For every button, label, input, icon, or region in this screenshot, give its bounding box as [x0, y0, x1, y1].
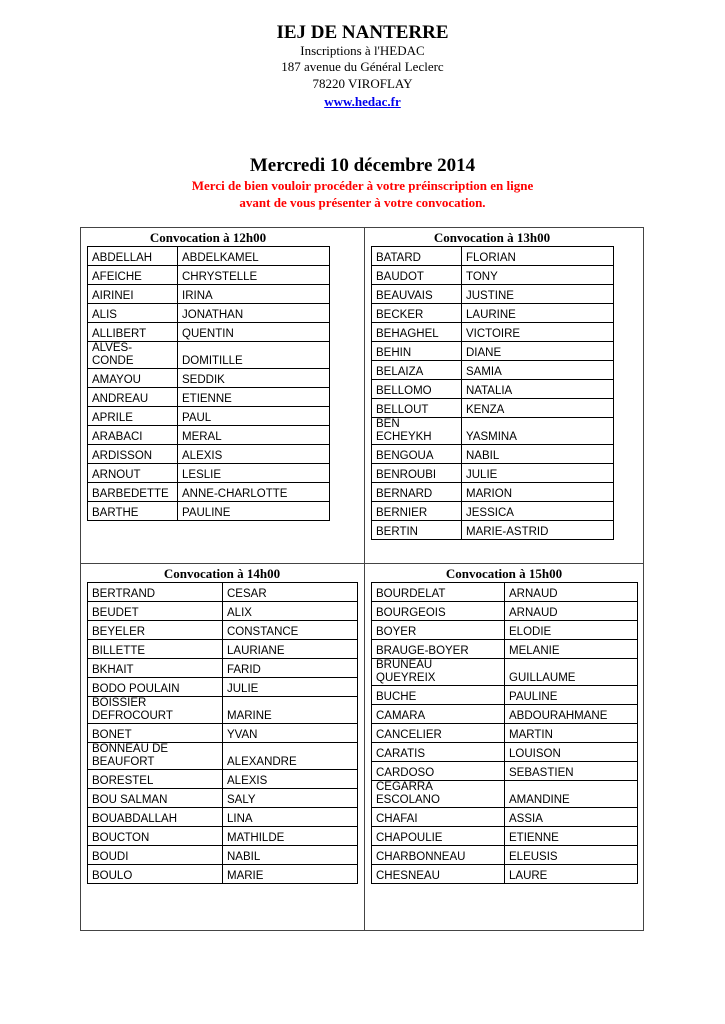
- first-name-cell: ASSIA: [505, 808, 638, 827]
- last-name-cell: AFEICHE: [88, 266, 178, 285]
- last-name-cell: BEYELER: [88, 621, 223, 640]
- first-name-cell: DIANE: [462, 342, 614, 361]
- last-name-cell: CHESNEAU: [372, 865, 505, 884]
- last-name-cell: BERTRAND: [88, 583, 223, 602]
- last-name-cell: ALLIBERT: [88, 323, 178, 342]
- last-name-cell: BORESTEL: [88, 770, 223, 789]
- last-name-cell: BOISSIER DEFROCOURT: [88, 697, 223, 724]
- table-row: [88, 342, 330, 369]
- table-row: [372, 865, 638, 884]
- table-row: [372, 247, 614, 266]
- first-name-cell: TONY: [462, 266, 614, 285]
- table-row: [88, 846, 358, 865]
- table-row: [372, 686, 638, 705]
- first-name-cell: YVAN: [223, 724, 358, 743]
- first-name-cell: AMANDINE: [505, 781, 638, 808]
- last-name-cell: BUCHE: [372, 686, 505, 705]
- first-name-cell: JULIE: [462, 464, 614, 483]
- table-row: [372, 808, 638, 827]
- first-name-cell: MATHILDE: [223, 827, 358, 846]
- last-name-cell: BATARD: [372, 247, 462, 266]
- last-name-cell: BERTIN: [372, 521, 462, 540]
- names-table: [87, 582, 358, 884]
- table-row: [88, 678, 358, 697]
- table-row: [372, 502, 614, 521]
- first-name-cell: JULIE: [223, 678, 358, 697]
- last-name-cell: BOURDELAT: [372, 583, 505, 602]
- last-name-cell: CHAFAI: [372, 808, 505, 827]
- last-name-cell: BERNARD: [372, 483, 462, 502]
- last-name-cell: BOYER: [372, 621, 505, 640]
- table-row: [88, 285, 330, 304]
- first-name-cell: ABDOURAHMANE: [505, 705, 638, 724]
- last-name-cell: BARTHE: [88, 502, 178, 521]
- table-row: [88, 266, 330, 285]
- last-name-cell: BELLOUT: [372, 399, 462, 418]
- first-name-cell: LAURIANE: [223, 640, 358, 659]
- table-row: [372, 445, 614, 464]
- address-line-3: 78220 VIROFLAY: [312, 76, 413, 91]
- table-row: [372, 399, 614, 418]
- first-name-cell: ALEXANDRE: [223, 743, 358, 770]
- table-row: [372, 743, 638, 762]
- table-row: [372, 602, 638, 621]
- table-row: [88, 724, 358, 743]
- table-row: [88, 602, 358, 621]
- first-name-cell: KENZA: [462, 399, 614, 418]
- table-row: [88, 827, 358, 846]
- section-title: Convocation à 14h00: [163, 566, 281, 581]
- first-name-cell: LAURINE: [462, 304, 614, 323]
- first-name-cell: JONATHAN: [178, 304, 330, 323]
- last-name-cell: AIRINEI: [88, 285, 178, 304]
- first-name-cell: ELEUSIS: [505, 846, 638, 865]
- first-name-cell: CESAR: [223, 583, 358, 602]
- address-line-2: 187 avenue du Général Leclerc: [281, 59, 444, 74]
- first-name-cell: PAUL: [178, 407, 330, 426]
- table-row: [372, 827, 638, 846]
- last-name-cell: BOU SALMAN: [88, 789, 223, 808]
- first-name-cell: FARID: [223, 659, 358, 678]
- section-title: Convocation à 15h00: [445, 566, 563, 581]
- last-name-cell: BELAIZA: [372, 361, 462, 380]
- table-row: [88, 697, 358, 724]
- grid-divider-horizontal: [81, 563, 643, 564]
- table-row: [88, 770, 358, 789]
- first-name-cell: JESSICA: [462, 502, 614, 521]
- last-name-cell: ALVES- CONDE: [88, 342, 178, 369]
- first-name-cell: ANNE-CHARLOTTE: [178, 483, 330, 502]
- first-name-cell: SEDDIK: [178, 369, 330, 388]
- last-name-cell: BOUABDALLAH: [88, 808, 223, 827]
- last-name-cell: BARBEDETTE: [88, 483, 178, 502]
- first-name-cell: MARTIN: [505, 724, 638, 743]
- first-name-cell: NABIL: [223, 846, 358, 865]
- session-date: Mercredi 10 décembre 2014: [249, 155, 476, 176]
- last-name-cell: BONNEAU DE BEAUFORT: [88, 743, 223, 770]
- first-name-cell: SEBASTIEN: [505, 762, 638, 781]
- table-row: [88, 865, 358, 884]
- first-name-cell: ABDELKAMEL: [178, 247, 330, 266]
- last-name-cell: CEGARRA ESCOLANO: [372, 781, 505, 808]
- last-name-cell: BENGOUA: [372, 445, 462, 464]
- last-name-cell: BEN ECHEYKH: [372, 418, 462, 445]
- first-name-cell: DOMITILLE: [178, 342, 330, 369]
- table-row: [88, 583, 358, 602]
- notice-line-1: Merci de bien vouloir procéder à votre préinscription en ligne: [191, 178, 534, 193]
- table-row: [372, 483, 614, 502]
- last-name-cell: CAMARA: [372, 705, 505, 724]
- table-row: [88, 445, 330, 464]
- last-name-cell: AMAYOU: [88, 369, 178, 388]
- first-name-cell: LINA: [223, 808, 358, 827]
- last-name-cell: ARNOUT: [88, 464, 178, 483]
- first-name-cell: MARINE: [223, 697, 358, 724]
- table-row: [372, 342, 614, 361]
- table-row: [88, 323, 330, 342]
- table-row: [88, 659, 358, 678]
- first-name-cell: PAULINE: [178, 502, 330, 521]
- last-name-cell: BELLOMO: [372, 380, 462, 399]
- table-row: [88, 621, 358, 640]
- table-row: [88, 640, 358, 659]
- section-title: Convocation à 13h00: [433, 230, 551, 245]
- last-name-cell: BEUDET: [88, 602, 223, 621]
- last-name-cell: CHAPOULIE: [372, 827, 505, 846]
- table-row: [372, 583, 638, 602]
- table-row: [88, 502, 330, 521]
- last-name-cell: BOULO: [88, 865, 223, 884]
- page-title: IEJ DE NANTERRE: [276, 22, 449, 43]
- first-name-cell: ALEXIS: [223, 770, 358, 789]
- address-line-1: Inscriptions à l'HEDAC: [300, 43, 425, 58]
- first-name-cell: MARIE: [223, 865, 358, 884]
- last-name-cell: BOURGEOIS: [372, 602, 505, 621]
- table-row: [372, 724, 638, 743]
- last-name-cell: CARATIS: [372, 743, 505, 762]
- last-name-cell: BODO POULAIN: [88, 678, 223, 697]
- table-row: [88, 388, 330, 407]
- grid-divider-vertical: [364, 228, 365, 930]
- table-row: [372, 380, 614, 399]
- first-name-cell: LAURE: [505, 865, 638, 884]
- first-name-cell: FLORIAN: [462, 247, 614, 266]
- table-row: [88, 483, 330, 502]
- last-name-cell: BILLETTE: [88, 640, 223, 659]
- last-name-cell: ANDREAU: [88, 388, 178, 407]
- names-table: [371, 246, 614, 540]
- section-15h00: [371, 566, 638, 884]
- first-name-cell: ELODIE: [505, 621, 638, 640]
- first-name-cell: LOUISON: [505, 743, 638, 762]
- table-row: [88, 464, 330, 483]
- first-name-cell: LESLIE: [178, 464, 330, 483]
- section-title: Convocation à 12h00: [149, 230, 267, 245]
- table-row: [372, 418, 614, 445]
- first-name-cell: JUSTINE: [462, 285, 614, 304]
- last-name-cell: BEAUVAIS: [372, 285, 462, 304]
- last-name-cell: BRUNEAU QUEYREIX: [372, 659, 505, 686]
- first-name-cell: MERAL: [178, 426, 330, 445]
- last-name-cell: BEHAGHEL: [372, 323, 462, 342]
- last-name-cell: ARABACI: [88, 426, 178, 445]
- last-name-cell: CANCELIER: [372, 724, 505, 743]
- last-name-cell: BEHIN: [372, 342, 462, 361]
- section-14h00: [87, 566, 358, 884]
- table-row: [88, 808, 358, 827]
- last-name-cell: APRILE: [88, 407, 178, 426]
- table-row: [372, 464, 614, 483]
- last-name-cell: BERNIER: [372, 502, 462, 521]
- last-name-cell: BKHAIT: [88, 659, 223, 678]
- table-row: [88, 789, 358, 808]
- website-link[interactable]: www.hedac.fr: [324, 94, 401, 109]
- last-name-cell: CHARBONNEAU: [372, 846, 505, 865]
- first-name-cell: GUILLAUME: [505, 659, 638, 686]
- table-row: [88, 247, 330, 266]
- table-row: [88, 407, 330, 426]
- table-row: [372, 781, 638, 808]
- last-name-cell: BENROUBI: [372, 464, 462, 483]
- first-name-cell: IRINA: [178, 285, 330, 304]
- first-name-cell: ARNAUD: [505, 583, 638, 602]
- table-row: [88, 304, 330, 323]
- table-row: [88, 369, 330, 388]
- first-name-cell: PAULINE: [505, 686, 638, 705]
- first-name-cell: ALEXIS: [178, 445, 330, 464]
- table-row: [372, 266, 614, 285]
- first-name-cell: ARNAUD: [505, 602, 638, 621]
- last-name-cell: ABDELLAH: [88, 247, 178, 266]
- notice-line-2: avant de vous présenter à votre convocation.: [239, 195, 486, 210]
- table-row: [372, 659, 638, 686]
- table-row: [372, 762, 638, 781]
- table-row: [372, 361, 614, 380]
- last-name-cell: BOUDI: [88, 846, 223, 865]
- last-name-cell: ARDISSON: [88, 445, 178, 464]
- table-row: [372, 521, 614, 540]
- table-row: [372, 285, 614, 304]
- first-name-cell: ETIENNE: [505, 827, 638, 846]
- first-name-cell: MELANIE: [505, 640, 638, 659]
- first-name-cell: ETIENNE: [178, 388, 330, 407]
- table-row: [372, 846, 638, 865]
- table-row: [372, 705, 638, 724]
- last-name-cell: BAUDOT: [372, 266, 462, 285]
- first-name-cell: NATALIA: [462, 380, 614, 399]
- last-name-cell: ALIS: [88, 304, 178, 323]
- names-table: [87, 246, 330, 521]
- last-name-cell: BONET: [88, 724, 223, 743]
- first-name-cell: CHRYSTELLE: [178, 266, 330, 285]
- table-row: [88, 426, 330, 445]
- first-name-cell: MARION: [462, 483, 614, 502]
- first-name-cell: MARIE-ASTRID: [462, 521, 614, 540]
- first-name-cell: SAMIA: [462, 361, 614, 380]
- first-name-cell: VICTOIRE: [462, 323, 614, 342]
- table-row: [372, 323, 614, 342]
- first-name-cell: SALY: [223, 789, 358, 808]
- last-name-cell: BECKER: [372, 304, 462, 323]
- first-name-cell: ALIX: [223, 602, 358, 621]
- first-name-cell: NABIL: [462, 445, 614, 464]
- table-row: [88, 743, 358, 770]
- first-name-cell: CONSTANCE: [223, 621, 358, 640]
- section-12h00: [87, 230, 330, 521]
- last-name-cell: BOUCTON: [88, 827, 223, 846]
- section-13h00: [371, 230, 614, 540]
- first-name-cell: QUENTIN: [178, 323, 330, 342]
- table-row: [372, 621, 638, 640]
- last-name-cell: BRAUGE-BOYER: [372, 640, 505, 659]
- table-row: [372, 304, 614, 323]
- convocation-grid: [80, 227, 644, 931]
- table-row: [372, 640, 638, 659]
- names-table: [371, 582, 638, 884]
- first-name-cell: YASMINA: [462, 418, 614, 445]
- last-name-cell: CARDOSO: [372, 762, 505, 781]
